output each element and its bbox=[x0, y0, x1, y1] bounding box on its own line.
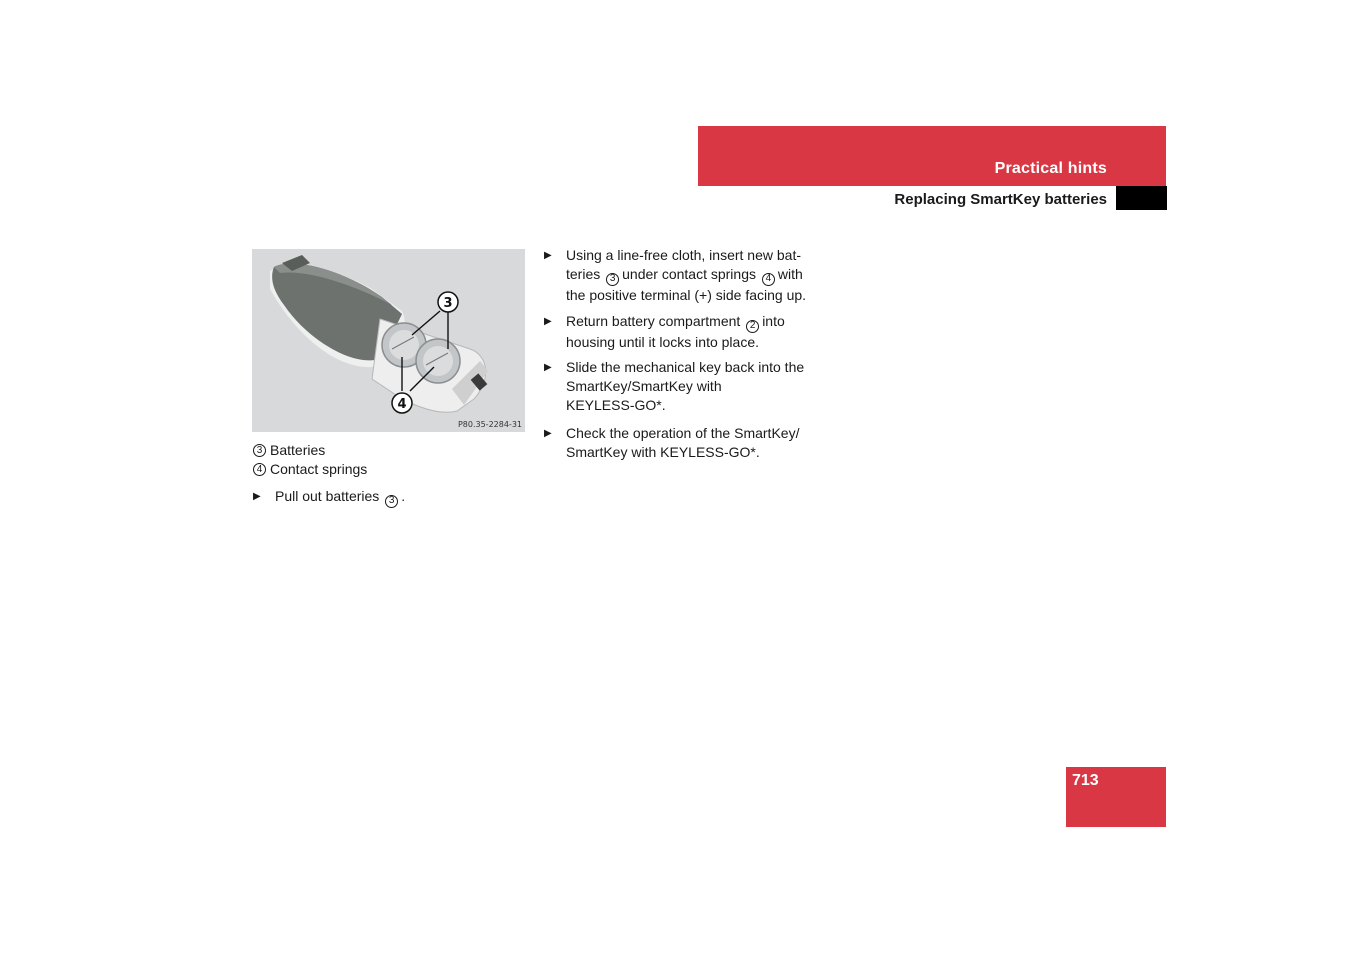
smartkey-battery-illustration bbox=[252, 249, 525, 432]
step-line bbox=[566, 312, 820, 333]
step-line: SmartKey with KEYLESS-GO*. bbox=[566, 444, 760, 460]
step-insert-batteries bbox=[544, 246, 820, 305]
step-text: Pull out batteries bbox=[275, 488, 380, 504]
legend-number: 4 bbox=[253, 463, 266, 476]
legend-label: Batteries bbox=[270, 442, 326, 458]
step-line: SmartKey/SmartKey with bbox=[566, 378, 722, 394]
bullet-icon: ▶ bbox=[253, 491, 261, 502]
ref-number: 2 bbox=[746, 320, 759, 333]
ref-number: 3 bbox=[385, 495, 398, 508]
figure-legend bbox=[253, 441, 367, 479]
legend-number: 3 bbox=[253, 444, 266, 457]
step-text: . bbox=[401, 488, 406, 504]
step-slide-key-back bbox=[544, 358, 820, 415]
bullet-icon: ▶ bbox=[544, 316, 552, 327]
legend-label: Contact springs bbox=[270, 461, 368, 477]
page-number: 713 bbox=[1072, 772, 1099, 789]
page-number-box bbox=[1066, 767, 1166, 827]
subsection-title: Replacing SmartKey batteries bbox=[894, 191, 1107, 208]
step-line: Using a line-free cloth, insert new bat- bbox=[566, 247, 801, 263]
figure-code: P80.35-2284-31 bbox=[457, 420, 522, 429]
legend-item-batteries bbox=[253, 441, 367, 460]
step-line: housing until it locks into place. bbox=[566, 333, 759, 350]
legend-item-contact-springs bbox=[253, 460, 367, 479]
step-line bbox=[566, 265, 820, 286]
step-text: into bbox=[762, 313, 785, 329]
step-line: Check the operation of the SmartKey/ bbox=[566, 425, 800, 441]
callout-4: 4 bbox=[397, 397, 407, 412]
step-line: Slide the mechanical key back into the bbox=[566, 359, 805, 375]
step-text: under contact springs bbox=[622, 266, 756, 282]
step-text: teries bbox=[566, 266, 601, 282]
step-text: Return battery compartment bbox=[566, 313, 741, 329]
step-pull-out-batteries bbox=[253, 487, 529, 508]
ref-number: 4 bbox=[762, 273, 775, 286]
callout-3: 3 bbox=[443, 296, 453, 311]
smartkey-drawing bbox=[252, 249, 525, 432]
section-title: Practical hints bbox=[994, 160, 1107, 177]
bullet-icon: ▶ bbox=[544, 250, 552, 261]
step-line: the positive terminal (+) side facing up. bbox=[566, 286, 807, 303]
black-tab-marker bbox=[1116, 186, 1167, 210]
ref-number: 3 bbox=[606, 273, 619, 286]
step-check-operation bbox=[544, 424, 820, 462]
bullet-icon: ▶ bbox=[544, 428, 552, 439]
step-line: KEYLESS-GO*. bbox=[566, 397, 666, 413]
step-text: with bbox=[777, 266, 803, 282]
step-return-compartment bbox=[544, 312, 820, 352]
bullet-icon: ▶ bbox=[544, 362, 552, 373]
